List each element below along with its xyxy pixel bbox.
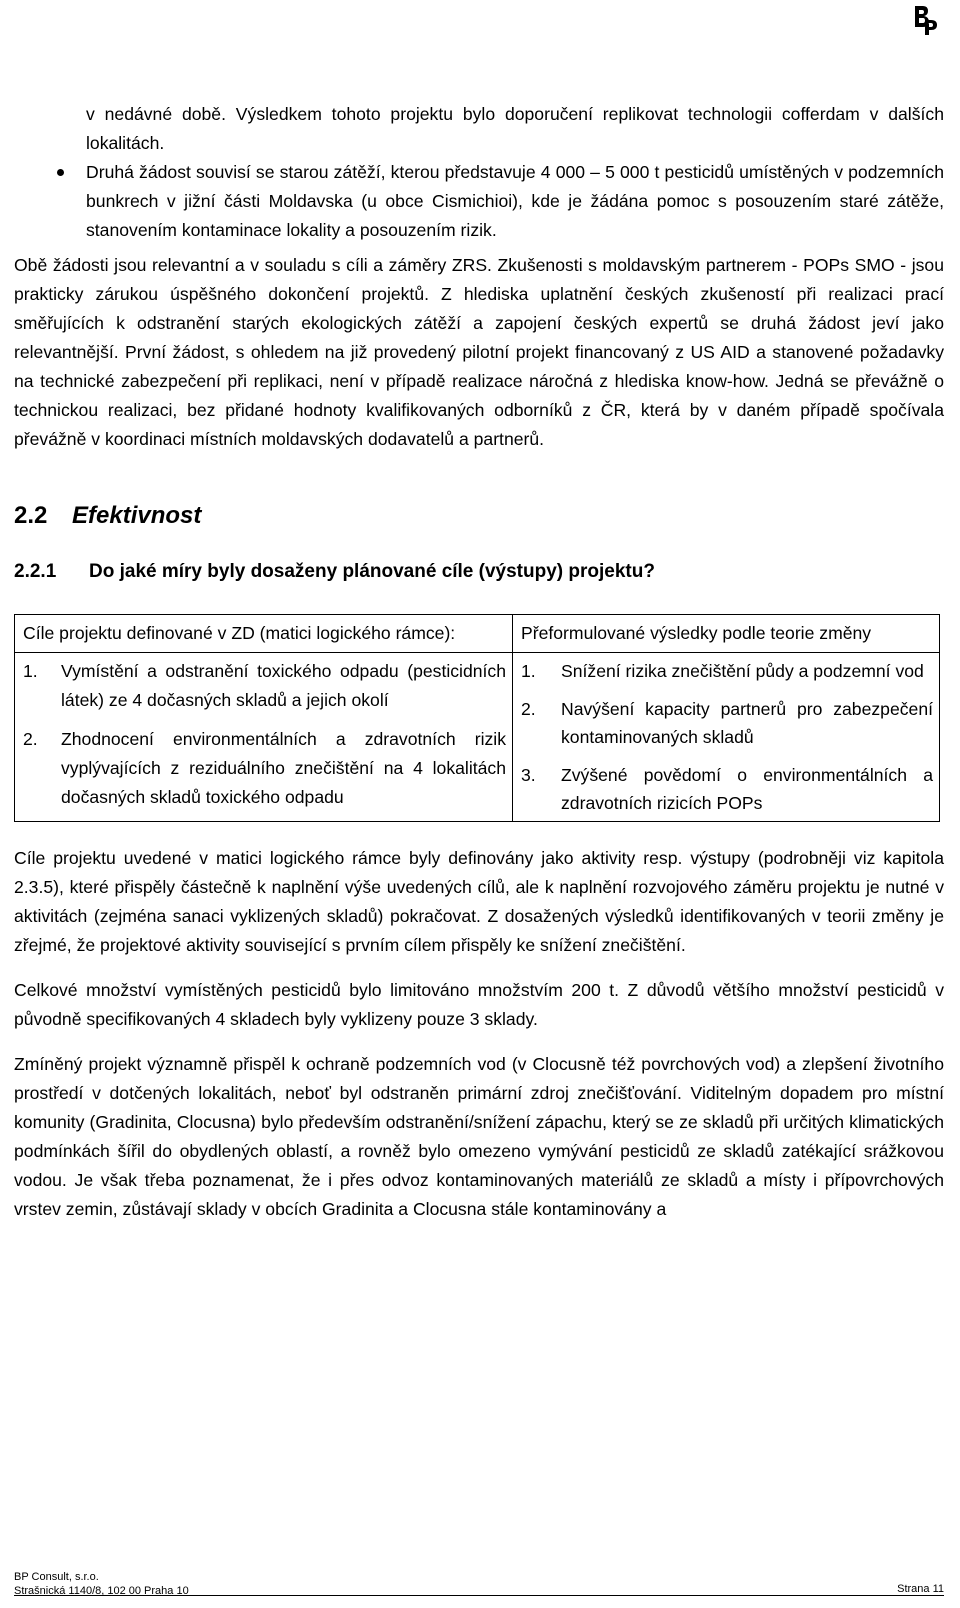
bullet-dot-icon (57, 169, 64, 176)
table-header-right: Přeformulované výsledky podle teorie změny (513, 615, 940, 653)
item-text: Snížení rizika znečištění půdy a podzemní vod (561, 661, 924, 681)
item-number: 1. (23, 661, 38, 681)
paragraph: Obě žádosti jsou relevantní a v souladu s cíli a záměry ZRS. Zkušenosti s moldavským partnerem - POPs SMO - jsou prakticky zárukou úspěšného dokončení projektů. Z hlediska uplatnění českých zkušeností při realizaci prací směřujících k odstranění starých ekologických zátěží a zapojení českých expertů se druhá žádost jeví jako relevantnější. První žádost, s ohledem na již provedený pilotní projekt financovaný z US AID a stanovené požadavky na technické zabezpečení při replikaci, není v případě realizace náročná z hlediska know-how. Jedná se převážně o technickou realizaci, bez přidané hodnoty kvalifikovaných odborníků z ČR, která by v daném případě spočívala převážně v koordinaci místních moldavských dodavatelů a partnerů. (14, 255, 944, 449)
subsection-title: Do jaké míry byly dosaženy plánované cíle (výstupy) projektu? (89, 561, 655, 582)
paragraph: Celkové množství vymístěných pesticidů bylo limitováno množstvím 200 t. Z důvodů většího množství pesticidů v původně specifikovaných 4 skladech byly vyklizeny pouze 3 sklady. (14, 980, 944, 1029)
item-text: Zhodnocení environmentálních a zdravotních rizik vyplývajících z reziduálního znečištění na 4 lokalitách dočasných skladů toxického odpadu (61, 729, 506, 807)
page-body (14, 100, 944, 1224)
bullet-text: Druhá žádost souvisí se starou zátěží, kterou představuje 4 000 – 5 000 t pesticidů umístěných v podzemních bunkrech v jižní části Moldavska (u obce Cismichioi), kde je žádána pomoc s posouzením staré zátěže, stanovením kontaminace lokality a posouzením rizik. (86, 162, 944, 240)
bp-logo-icon (912, 4, 938, 36)
item-text: Navýšení kapacity partnerů pro zabezpečení kontaminovaných skladů (561, 699, 933, 747)
table-cell-right (513, 653, 940, 822)
list-item (521, 761, 933, 817)
list-item (521, 695, 933, 751)
item-number: 3. (521, 765, 536, 785)
list-item (23, 725, 506, 812)
item-text: Vymístění a odstranění toxického odpadu (pesticidních látek) ze 4 dočasných skladů a jejich okolí (61, 661, 506, 710)
page-number: Strana 11 (897, 1583, 944, 1595)
footer-company: BP Consult, s.r.o. (14, 1571, 99, 1583)
list-item (521, 657, 933, 685)
paragraph: Zmíněný projekt významně přispěl k ochraně podzemních vod (v Clocusně též povrchových vod) a zlepšení životního prostředí v dotčených lokalitách, neboť byl odstraněn primární zdroj znečišťování. Viditelným dopadem pro místní komunity (Gradinita, Clocusna) bylo především odstranění/snížení zápachu, který se ze skladů při určitých klimatických podmínkách šířil do obydlených oblastí, a rovněž bylo omezeno vymývání pesticidů ze skladů zatékající srážkovou vodou. Je však třeba poznamenat, že i přes odvoz kontaminovaných materiálů ze skladů a místy i přípovrchových vrstev zemin, zůstávají sklady v obcích Gradinita a Clocusna stále kontaminovány a (14, 1054, 944, 1219)
list-item (23, 657, 506, 715)
paragraph: Cíle projektu uvedené v matici logického rámce byly definovány jako aktivity resp. výstupy (podrobněji viz kapitola 2.3.5), které přispěly částečně k naplnění výše uvedených cílů, ale k naplnění rozvojového záměru projektu je nutné v aktivitách (zejména sanaci vyklizených skladů) pokračovat. Z dosažených výsledků identifikovaných v teorii změny je zřejmé, že projektové aktivity související s prvním cílem přispěly ke snížení znečištění. (14, 848, 944, 955)
footer-divider (14, 1595, 944, 1596)
list-item (14, 100, 944, 158)
list-item (14, 158, 944, 245)
goals-table (14, 614, 940, 822)
table-header-left: Cíle projektu definované v ZD (matici logického rámce): (15, 615, 513, 653)
footer-address: Strašnická 1140/8, 102 00 Praha 10 (14, 1585, 189, 1597)
subsection-heading (14, 558, 944, 586)
item-number: 1. (521, 661, 536, 681)
item-text: Zvýšené povědomí o environmentálních a zdravotních rizicích POPs (561, 765, 933, 813)
bullet-list (14, 100, 944, 245)
section-heading (14, 500, 944, 532)
bullet-text: v nedávné době. Výsledkem tohoto projektu bylo doporučení replikovat technologii cofferdam v dalších lokalitách. (86, 104, 944, 153)
subsection-number: 2.2.1 (14, 561, 57, 582)
table-cell-left (15, 653, 513, 822)
item-number: 2. (521, 699, 536, 719)
page-footer (14, 1570, 944, 1598)
section-title: Efektivnost (72, 502, 202, 529)
section-number: 2.2 (14, 502, 48, 529)
item-number: 2. (23, 729, 38, 749)
